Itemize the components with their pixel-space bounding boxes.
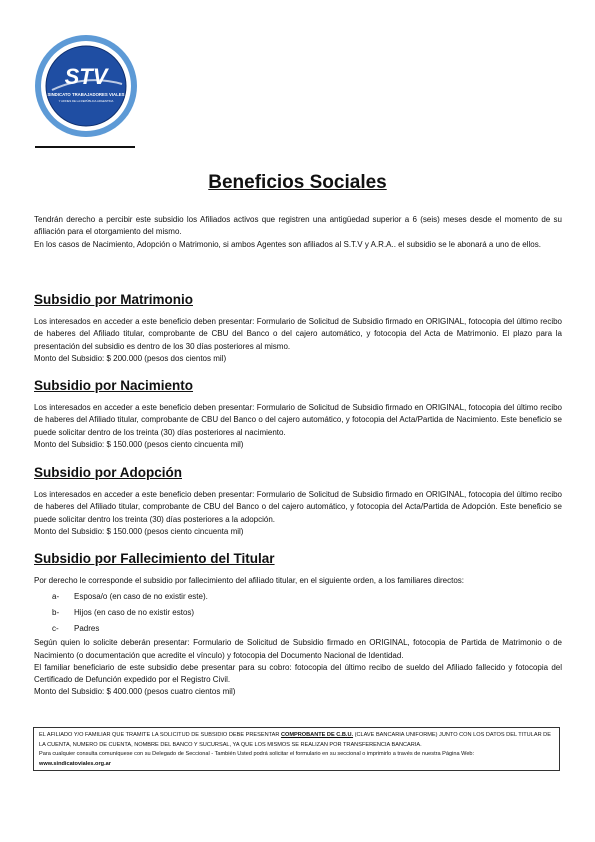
list-marker: c-	[52, 624, 59, 634]
section-nacimiento	[34, 402, 562, 451]
section-adopcion	[34, 489, 562, 538]
intro-paragraph-2: En los casos de Nacimiento, Adopción o Matrimonio, si ambos Agentes son afiliados al S.T.V y A.R.A.. el subsidio se le abonará a uno de ellos.	[34, 239, 541, 249]
footer-website-link[interactable]: www.sindicatoviales.org.ar	[39, 760, 111, 767]
list-item-text: Esposa/o (en caso de no existir este).	[74, 592, 208, 602]
heading-adopcion: Subsidio por Adopción	[34, 465, 182, 480]
logo-divider	[35, 146, 135, 148]
stv-logo	[34, 34, 138, 138]
matrimonio-text: Los interesados en acceder a este beneficio deben presentar: Formulario de Solicitud de Subsidio firmado en ORIGINAL, fotocopia del último recibo de haberes del Afiliado titular, comprobante de CBU del Banco o del cajero automático, y fotocopia del Acta de Matrimonio. El plazo para la presentación del subsidio es dentro de los 30 días posteriores al mismo.	[34, 317, 562, 351]
page-title: Beneficios Sociales	[208, 172, 387, 193]
nacimiento-amount: Monto del Subsidio: $ 150.000 (pesos ciento cincuenta mil)	[34, 439, 244, 449]
footer-cbu-emphasis: COMPROBANTE DE C.B.U.	[280, 732, 354, 738]
footer-line-1	[39, 731, 554, 750]
list-item-text: Hijos (en caso de no existir estos)	[74, 608, 195, 618]
list-item	[34, 621, 562, 637]
intro-paragraph-1: Tendrán derecho a percibir este subsidio los Afiliados activos que registren una antigüedad superior a 6 (seis) meses desde el momento de su afiliación para el otorgamiento del mismo.	[34, 215, 562, 237]
section-matrimonio	[34, 316, 562, 365]
heading-fallecimiento: Subsidio por Fallecimiento del Titular	[34, 551, 275, 566]
stv-logo-seal	[34, 34, 138, 138]
svg-text:Y AFINES DE LA REPÚBLICA ARGEN: Y AFINES DE LA REPÚBLICA ARGENTINA	[58, 99, 114, 103]
section-fallecimiento	[34, 575, 562, 699]
fallecimiento-paragraph-1: Según quien lo solicite deberán presentar: Formulario de Solicitud de Subsidio firmado en ORIGINAL, fotocopia de Partida de Matrimonio o de Nacimiento (o documentación que acredite el vínculo) y fotocopia del Documento Nacional de Identidad.	[34, 638, 562, 660]
list-marker: a-	[52, 592, 60, 602]
adopcion-text: Los interesados en acceder a este beneficio deben presentar: Formulario de Solicitud de Subsidio firmado en ORIGINAL, fotocopia del último recibo de haberes del Afiliado titular, comprobante de CBU del Banco o del cajero automático, y fotocopia del Acta/Partida de Adopción. Este beneficio se puede solicitar dentro los treinta (30) días posteriores a la adopción.	[34, 490, 562, 524]
heading-nacimiento: Subsidio por Nacimiento	[34, 378, 194, 393]
footer-notice	[33, 727, 560, 771]
footer-line-2: Para cualquier consulta comuníquese con su Delegado de Seccional - También Usted podrá solicitar el formulario en su seccional o imprimirlo a través de nuestra Página Web:	[39, 751, 475, 757]
beneficiary-list	[34, 589, 562, 637]
intro-section	[34, 214, 562, 251]
footer-line-1-start: EL AFILIADO Y/O FAMILIAR QUE TRAMITE LA SOLICITUD DE SUBSIDIO DEBE PRESENTAR	[39, 732, 281, 738]
fallecimiento-amount: Monto del Subsidio: $ 400.000 (pesos cuatro cientos mil)	[34, 687, 236, 697]
fallecimiento-paragraph-2: El familiar beneficiario de este subsidio debe presentar para su cobro: fotocopia del último recibo de sueldo del Afiliado fallecido y fotocopia del Certificado de Defunción expedido por el Registro Civil.	[34, 662, 562, 685]
heading-matrimonio: Subsidio por Matrimonio	[34, 292, 193, 307]
footer-line-1-end: (CLAVE BANCARIA UNIFORME) JUNTO CON LOS DATOS DEL TITULAR DE LA CUENTA, NUMERO DE CUENTA, NOMBRE DEL BANCO Y SUCURSAL, YA QUE LOS MISMOS SE REALIZAN POR TRANSFERENCIA BANCARIA.	[39, 732, 551, 748]
adopcion-amount: Monto del Subsidio: $ 150.000 (pesos ciento cincuenta mil)	[34, 526, 244, 536]
svg-text:SINDICATO TRABAJADORES VIALES: SINDICATO TRABAJADORES VIALES	[47, 92, 125, 97]
fallecimiento-lead: Por derecho le corresponde el subsidio por fallecimiento del afiliado titular, en el siguiente orden, a los familiares directos:	[34, 576, 465, 585]
matrimonio-amount: Monto del Subsidio: $ 200.000 (pesos dos cientos mil)	[34, 353, 227, 363]
list-marker: b-	[52, 608, 60, 618]
list-item	[34, 605, 562, 621]
svg-text:STV: STV	[64, 64, 108, 89]
list-item	[34, 589, 562, 605]
nacimiento-text: Los interesados en acceder a este beneficio deben presentar: Formulario de Solicitud de Subsidio firmado en ORIGINAL, fotocopia del último recibo de haberes del Afiliado titular, comprobante de CBU del Banco o del cajero automático, y fotocopia del Acta/Partida de Nacimiento. Este beneficio se puede solicitar dentro de los treinta (30) días posteriores al nacimiento.	[34, 403, 562, 437]
list-item-text: Padres	[74, 624, 100, 634]
